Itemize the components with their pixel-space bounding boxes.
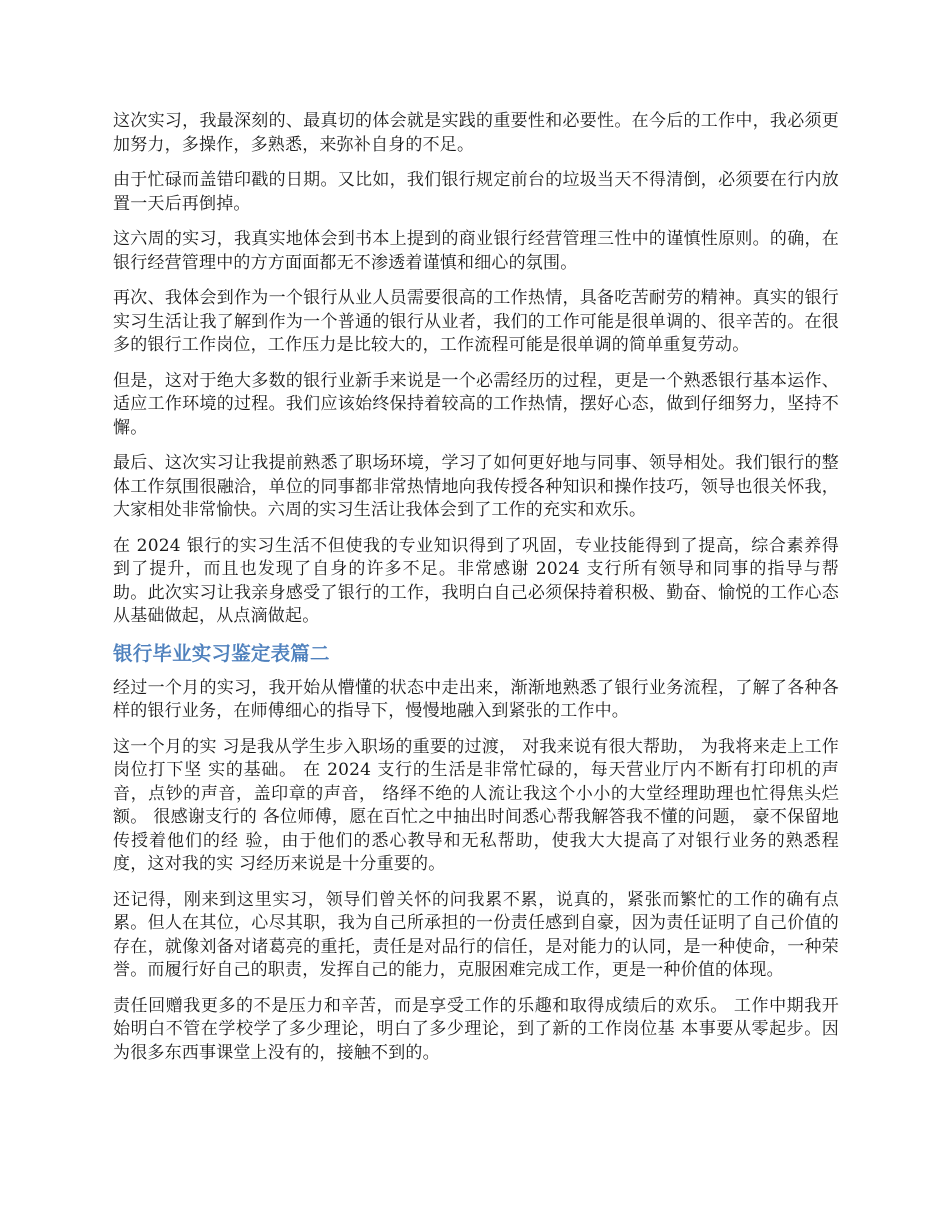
paragraph: 这次实习，我最深刻的、最真切的体会就是实践的重要性和必要性。在今后的工作中，我必须更加努力，多操作，多熟悉，来弥补自身的不足。 bbox=[113, 111, 839, 155]
paragraph: 责任回赠我更多的不是压力和辛苦，而是享受工作的乐趣和取得成绩后的欢乐。 工作中期我开始明白不管在学校学了多少理论，明白了多少理论，到了新的工作岗位基 本事要从零起步。因为很多东西事课堂上没有的，接触不到的。 bbox=[113, 995, 839, 1063]
paragraph: 这一个月的实 习是我从学生步入职场的重要的过渡， 对我来说有很大帮助， 为我将来走上工作岗位打下坚 实的基础。 在 2024 支行的生活是非常忙碌的，每天营业厅内不断有打印机的声音，点钞的声音，盖印章的声音， 络绎不绝的人流让我这个小小的大堂经理助理也忙得焦头烂额。 很感谢支行的 各位师傅，愿在百忙之中抽出时间悉心帮我解答我不懂的问题， 豪不保留地传授着他们的经 验，由于他们的悉心教导和无私帮助，使我大大提高了对银行业务的熟悉程度，这对我的实 习经历来说是十分重要的。 bbox=[113, 736, 839, 874]
document-page bbox=[113, 110, 839, 1077]
paragraph: 最后、这次实习让我提前熟悉了职场环境，学习了如何更好地与同事、领导相处。我们银行的整体工作氛围很融洽，单位的同事都非常热情地向我传授各种知识和操作技巧，领导也很关怀我，大家相处非常愉快。六周的实习生活让我体会到了工作的充实和欢乐。 bbox=[113, 453, 839, 520]
paragraph: 再次、我体会到作为一个银行从业人员需要很高的工作热情，具备吃苦耐劳的精神。真实的银行实习生活让我了解到作为一个普通的银行从业者，我们的工作可能是很单调的、很辛苦的。在很多的银行工作岗位，工作压力是比较大的，工作流程可能是很单调的简单重复劳动。 bbox=[113, 288, 839, 355]
paragraph: 但是，这对于绝大多数的银行业新手来说是一个必需经历的过程，更是一个熟悉银行基本运作、适应工作环境的过程。我们应该始终保持着较高的工作热情，摆好心态，做到仔细努力，坚持不懈。 bbox=[113, 370, 839, 438]
paragraph: 在 2024 银行的实习生活不但使我的专业知识得到了巩固，专业技能得到了提高，综合素养得到了提升，而且也发现了自身的许多不足。非常感谢 2024 支行所有领导和同事的指导与帮助。此次实习让我亲身感受了银行的工作，我明白自己必须保持着积极、勤奋、愉悦的工作心态从基础做起，从点滴做起。 bbox=[113, 535, 839, 626]
paragraph: 由于忙碌而盖错印戳的日期。又比如，我们银行规定前台的垃圾当天不得清倒，必须要在行内放置一天后再倒掉。 bbox=[113, 170, 839, 214]
paragraph: 这六周的实习，我真实地体会到书本上提到的商业银行经营管理三性中的谨慎性原则。的确，在银行经营管理中的方方面面都无不渗透着谨慎和细心的氛围。 bbox=[113, 229, 839, 273]
paragraph: 经过一个月的实习，我开始从懵懂的状态中走出来，渐渐地熟悉了银行业务流程，了解了各种各样的银行业务，在师傅细心的指导下，慢慢地融入到紧张的工作中。 bbox=[113, 677, 839, 721]
section-heading: 银行毕业实习鉴定表篇二 bbox=[113, 641, 330, 665]
paragraph: 还记得，刚来到这里实习，领导们曾关怀的问我累不累，说真的，紧张而繁忙的工作的确有点累。但人在其位，心尽其职，我为自己所承担的一份责任感到自豪，因为责任证明了自己价值的存在，就像刘备对诸葛亮的重托，责任是对品行的信任，是对能力的认同，是一种使命，一种荣誉。而履行好自己的职责，发挥自己的能力，克服困难完成工作，更是一种价值的体现。 bbox=[113, 889, 839, 980]
